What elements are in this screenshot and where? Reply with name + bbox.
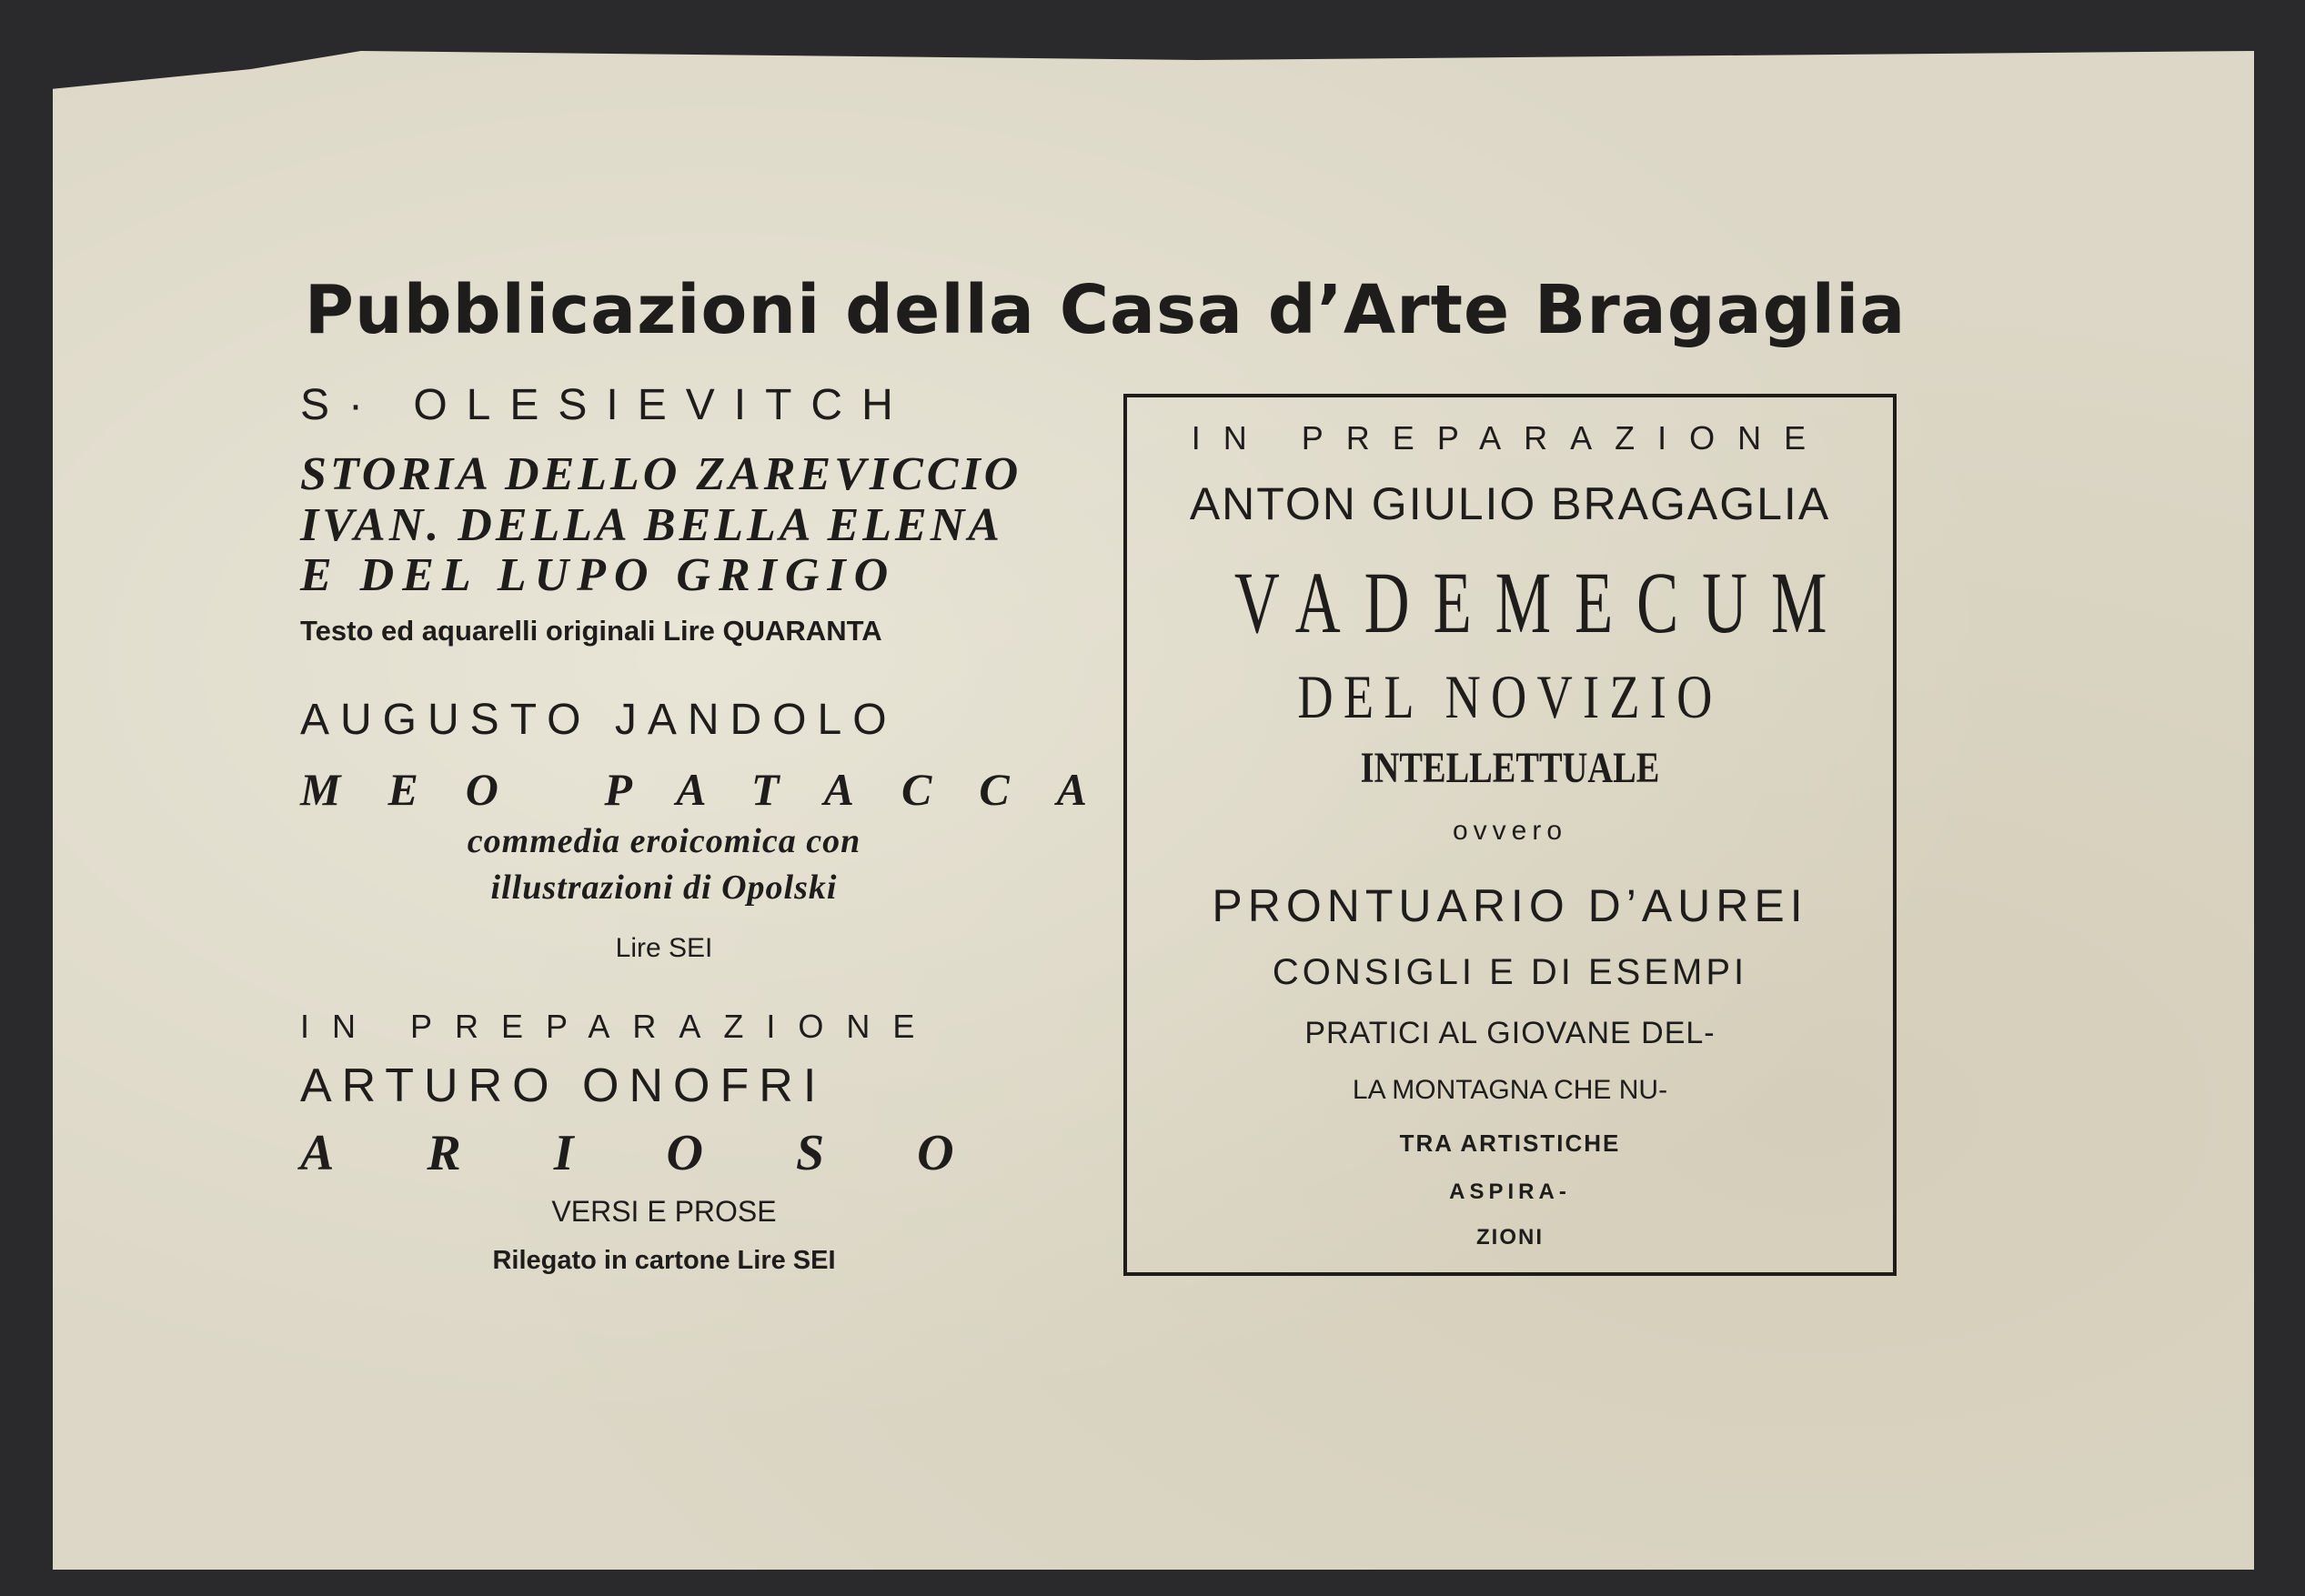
book1-author: S· OLESIEVITCH <box>300 381 912 429</box>
book2-title: MEO PATACCA <box>300 764 1135 815</box>
book1-title-line-1: STORIA DELLO ZAREVICCIO <box>300 448 1022 500</box>
box-author: ANTON GIULIO BRAGAGLIA <box>1189 478 1831 529</box>
box-line-7: ZIONI <box>1476 1225 1544 1250</box>
box-line-3: PRATICI AL GIOVANE DEL- <box>1304 1016 1716 1050</box>
box-line-6: ASPIRA- <box>1449 1179 1571 1204</box>
box-subtitle: DEL NOVIZIO <box>1297 662 1723 731</box>
book3-title: ARIOSO <box>300 1125 1047 1181</box>
box-line-5: TRA ARTISTICHE <box>1399 1129 1621 1157</box>
announcement-box <box>1123 394 1897 1276</box>
box-line-1: PRONTUARIO D’AUREI <box>1212 880 1808 931</box>
book3-desc: VERSI E PROSE <box>551 1195 777 1228</box>
book1-title-line-3: E DEL LUPO GRIGIO <box>300 549 897 601</box>
book1-title-line-2: IVAN. DELLA BELLA ELENA <box>300 499 1003 551</box>
book2-author: AUGUSTO JANDOLO <box>300 696 898 744</box>
box-title: VADEMECUM <box>1233 554 1851 651</box>
page-title: Pubblicazioni della Casa d’Arte Bragaglia <box>304 271 1907 349</box>
box-ovvero: ovvero <box>1452 816 1568 846</box>
book2-desc-line-2: illustrazioni di Opolski <box>490 868 838 907</box>
book2-desc-line-1: commedia eroicomica con <box>467 822 861 860</box>
box-status: IN PREPARAZIONE <box>1191 419 1829 457</box>
box-line-4: LA MONTAGNA CHE NU- <box>1352 1075 1668 1105</box>
box-line-2: CONSIGLI E DI ESEMPI <box>1272 952 1748 992</box>
book3-status: IN PREPARAZIONE <box>300 1008 938 1045</box>
box-subtitle-2: INTELLETTUALE <box>1360 744 1660 792</box>
book1-note: Testo ed aquarelli originali Lire QUARANTA <box>300 615 882 647</box>
book3-price: Rilegato in cartone Lire SEI <box>492 1246 836 1275</box>
book3-author: ARTURO ONOFRI <box>300 1059 827 1112</box>
book2-price: Lire SEI <box>615 933 713 963</box>
